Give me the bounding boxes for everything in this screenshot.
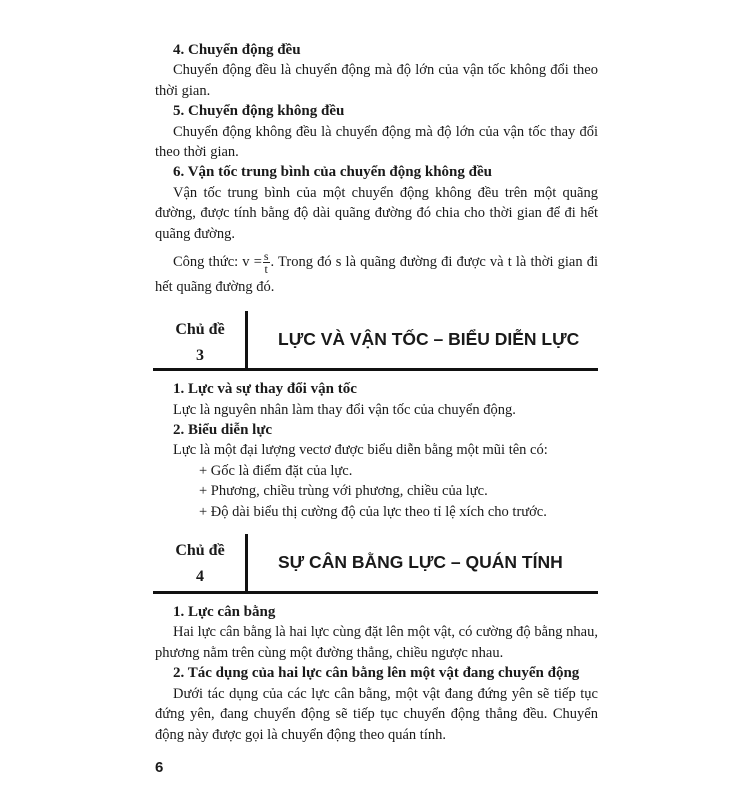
topic-3-body [155,379,598,522]
bullet-item: + Độ dài biểu thị cường độ của lực theo tỉ lệ xích cho trước. [199,503,547,520]
topic-4-header [153,534,598,596]
topic-number: 4 [196,568,204,586]
divider-horizontal [153,591,598,594]
para-uniform-motion: Chuyển động đều là chuyển động mà độ lớn của vận tốc không đổi theo thời gian. [155,62,598,99]
topic-4-body [155,602,598,745]
heading-balanced-forces-effect: 2. Tác dụng của hai lực cân bằng lên một vật đang chuyển động [173,665,580,682]
topic-title: SỰ CÂN BẰNG LỰC – QUÁN TÍNH [278,552,563,573]
topic-label: Chủ đề [175,321,225,339]
formula-denominator: t [264,262,268,277]
page [155,0,598,789]
topic-title: LỰC VÀ VẬN TỐC – BIỂU DIỄN LỰC [278,329,580,350]
para-balanced-forces-effect: Dưới tác dụng của các lực cân bằng, một vật đang đứng yên sẽ tiếp tục đứng yên, đang chuyển động sẽ tiếp tục chuyển động thẳng đều. Chuyển động này được gọi là chuyển động theo quán tính. [155,685,598,743]
formula-explanation: . Trong đó s là quãng đường đi được và t là thời gian đi hết quãng đường đó. [155,254,598,296]
heading-uniform-motion: 4. Chuyển động đều [173,42,301,58]
para-balanced-forces: Hai lực cân bằng là hai lực cùng đặt lên một vật, có cường độ bằng nhau, phương nằm trên cùng một đường thẳng, chiều ngược nhau. [155,624,598,661]
topic-label: Chủ đề [175,542,225,560]
heading-force-representation: 2. Biểu diễn lực [173,422,273,439]
divider-horizontal [153,368,598,371]
page-number: 6 [155,758,164,776]
heading-nonuniform-motion: 5. Chuyển động không đều [173,103,345,120]
bullet-item: + Gốc là điểm đặt của lực. [199,462,353,479]
divider-vertical [245,311,248,370]
topic-3-header [153,311,598,373]
para-average-velocity: Vận tốc trung bình của một chuyển động không đều trên một quãng đường, được tính bằng độ dài quãng đường đó chia cho thời gian để đi hết quãng đường. [155,184,598,242]
formula-fraction [263,250,270,275]
formula-numerator: s [263,249,269,264]
bullet-item: + Phương, chiều trùng với phương, chiều của lực. [199,483,488,500]
heading-force-velocity: 1. Lực và sự thay đổi vận tốc [173,381,357,398]
heading-average-velocity: 6. Vận tốc trung bình của chuyển động không đều [173,164,492,181]
formula-label: Công thức: v = [173,254,262,271]
formula-paragraph [155,250,598,299]
para-force-representation: Lực là một đại lượng vectơ được biểu diễn bằng một mũi tên có: [173,442,548,459]
para-force-velocity: Lực là nguyên nhân làm thay đổi vận tốc của chuyển động. [173,401,516,418]
divider-vertical [245,534,248,593]
section-top [155,40,598,299]
para-nonuniform-motion: Chuyển động không đều là chuyển động mà độ lớn của vận tốc thay đổi theo thời gian. [155,123,598,161]
heading-balanced-forces: 1. Lực cân bằng [173,604,276,621]
topic-number: 3 [196,347,204,365]
